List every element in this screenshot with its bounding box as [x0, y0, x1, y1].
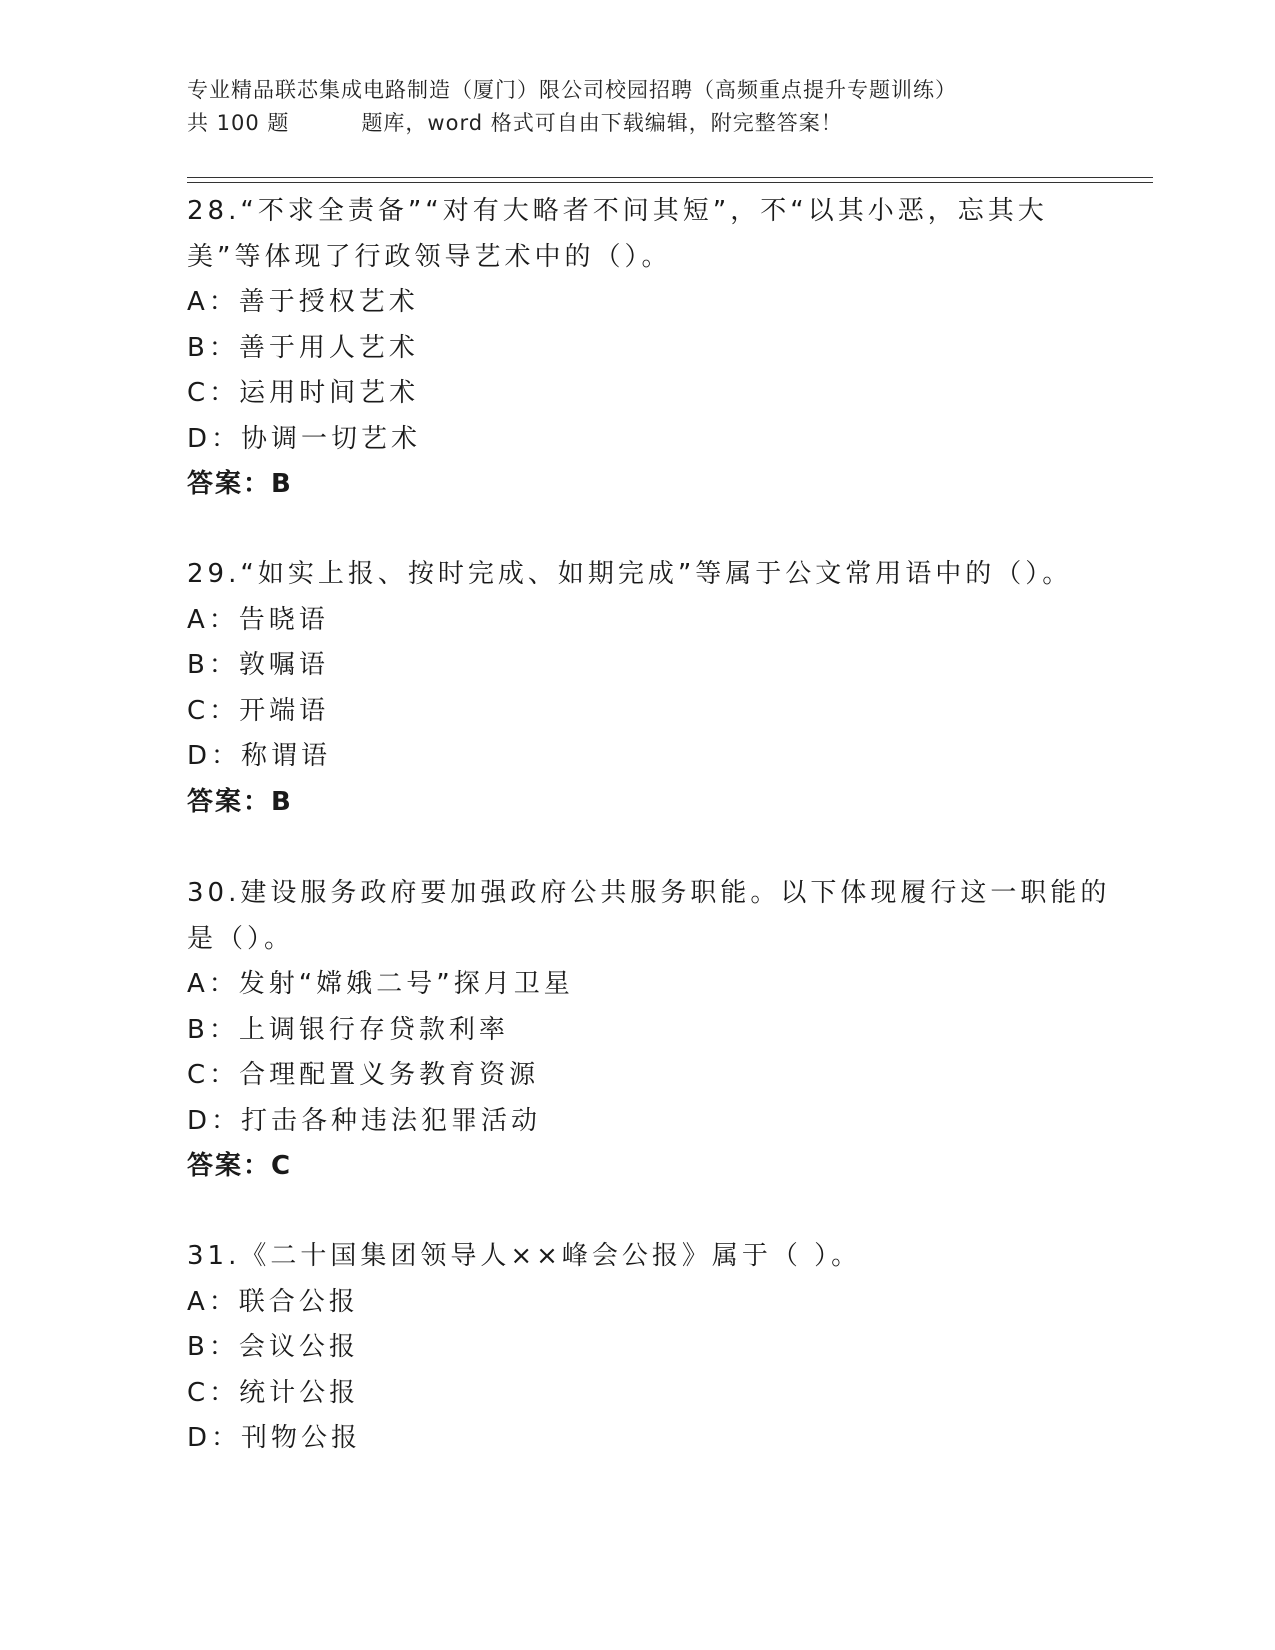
- question-text: 30.建设服务政府要加强政府公共服务职能。以下体现履行这一职能的: [187, 878, 1111, 908]
- question-text: 31.《二十国集团领导人××峰会公报》属于（ ）。: [187, 1241, 862, 1271]
- option-a: A：联合公报: [187, 1286, 359, 1317]
- question-text: 29.“如实上报、按时完成、如期完成”等属于公文常用语中的（）。: [187, 559, 1073, 589]
- option-d: D：刊物公报: [187, 1423, 362, 1453]
- question-30: [187, 871, 1111, 1190]
- option-b: B：上调银行存贷款利率: [187, 1014, 509, 1045]
- question-text: 28.“不求全责备”“对有大略者不问其短”，不“以其小恶，忘其大: [187, 196, 1048, 226]
- option-b: B：会议公报: [187, 1332, 359, 1362]
- option-c: C：运用时间艺术: [187, 378, 420, 408]
- option-a: A：发射“嫦娥二号”探月卫星: [187, 969, 574, 999]
- option-a: A：告晓语: [187, 604, 329, 635]
- document-header: [187, 74, 1087, 140]
- option-c: C：合理配置义务教育资源: [187, 1060, 540, 1090]
- option-d: D：协调一切艺术: [187, 423, 422, 454]
- option-d: D：打击各种违法犯罪活动: [187, 1105, 542, 1136]
- header-subtitle: [187, 107, 1087, 140]
- question-text: 是（）。: [187, 923, 295, 954]
- header-description: 题库，word 格式可自由下载编辑，附完整答案！: [361, 111, 843, 135]
- question-text: 美”等体现了行政领导艺术中的（）。: [187, 241, 672, 272]
- header-title: 专业精品联芯集成电路制造（厦门）限公司校园招聘（高频重点提升专题训练）: [187, 78, 957, 102]
- option-c: C：统计公报: [187, 1377, 360, 1408]
- question-count: 共 100 题: [187, 111, 290, 135]
- option-c: C：开端语: [187, 695, 330, 726]
- option-d: D：称谓语: [187, 741, 332, 771]
- header-divider: [187, 177, 1153, 178]
- option-a: A：善于授权艺术: [187, 287, 419, 317]
- answer: 答案：B: [187, 786, 293, 817]
- question-28: [187, 189, 1087, 508]
- header-divider-thin: [187, 182, 1153, 183]
- answer: 答案：C: [187, 1151, 293, 1181]
- option-b: B：敦嘱语: [187, 650, 329, 680]
- question-31: [187, 1234, 1087, 1462]
- question-29: [187, 552, 1087, 825]
- option-b: B：善于用人艺术: [187, 332, 419, 363]
- answer: 答案：B: [187, 469, 293, 499]
